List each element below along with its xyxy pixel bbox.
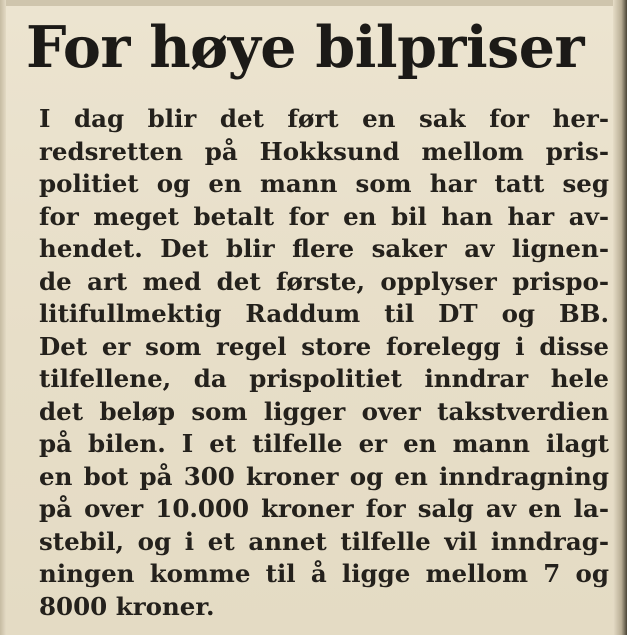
article-line: det beløp som ligger over takstverdien	[39, 396, 609, 426]
article-line: på over 10.000 kroner for salg av en la-	[39, 494, 609, 523]
article-line: for meget betalt for en bil han har av-	[39, 201, 609, 231]
article-line: I dag blir det ført en sak for her-	[39, 104, 609, 133]
scan-edge-top	[0, 0, 627, 6]
article-line: på bilen. I et tilfelle er en mann ilagt	[39, 429, 609, 458]
article-line: politiet og en mann som har tatt seg	[39, 169, 609, 198]
article-line: ningen komme til å ligge mellom 7 og	[39, 559, 609, 588]
article-headline: For høye bilpriser	[25, 14, 585, 81]
article-line: litifullmektig Raddum til DT og BB.	[39, 299, 609, 328]
article-line: hendet. Det blir flere saker av lignen-	[39, 234, 609, 263]
article-line: de art med det første, opplyser prispo-	[39, 266, 609, 296]
article-line: Det er som regel store forelegg i disse	[39, 331, 609, 361]
article-line: redsretten på Hokksund mellom pris-	[39, 136, 609, 166]
scan-edge-left	[0, 0, 6, 635]
article-line: stebil, og i et annet tilfelle vil inndrag-	[39, 526, 609, 556]
article-body	[39, 103, 609, 623]
article-line: en bot på 300 kroner og en inndragning	[39, 461, 609, 491]
scan-edge-right	[613, 0, 627, 635]
article-line: tilfellene, da prispolitiet inndrar hele	[39, 364, 609, 393]
article-line: 8000 kroner.	[39, 591, 215, 621]
